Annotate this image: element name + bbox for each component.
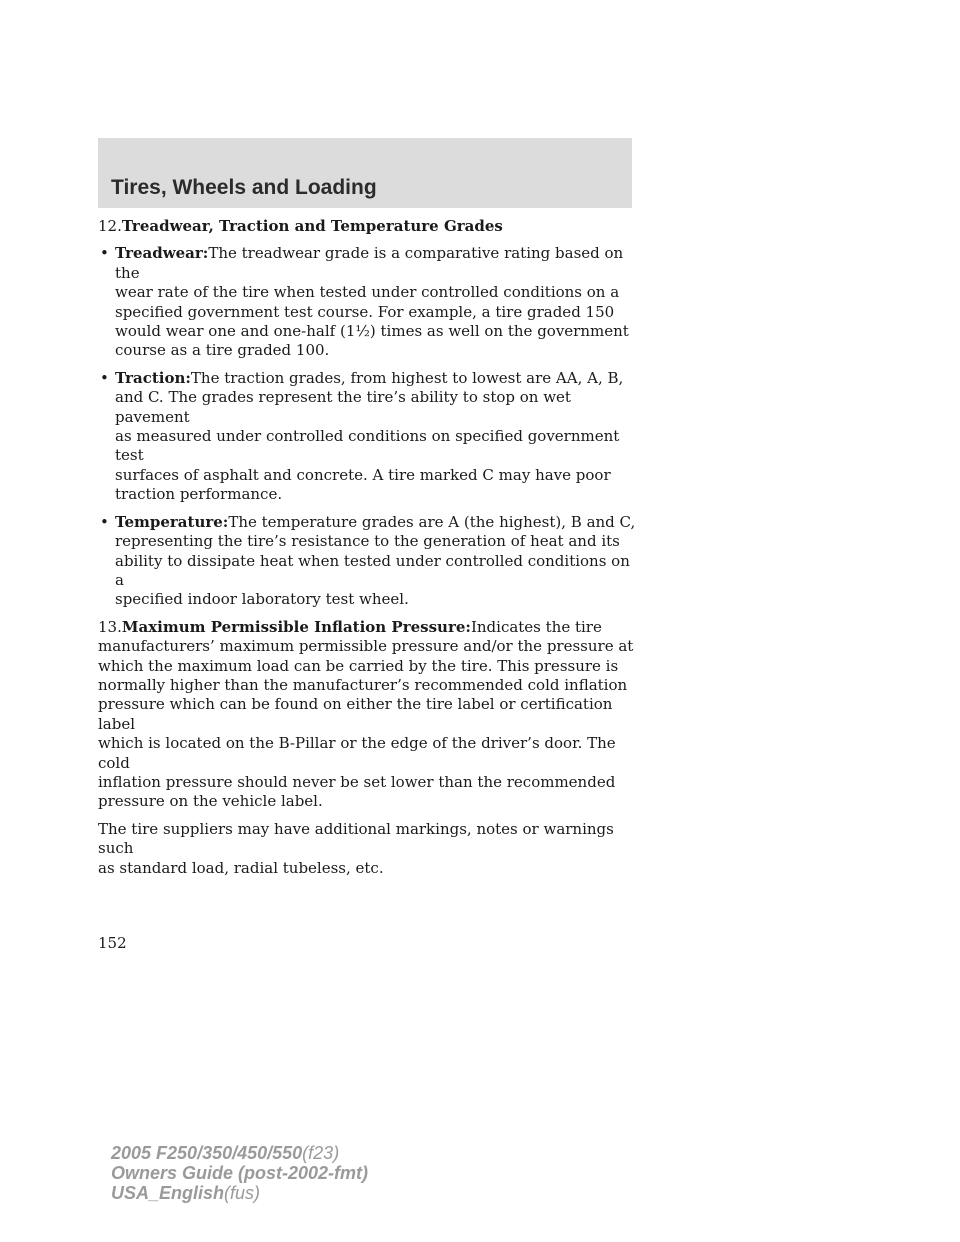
text-line: Indicates the tire [470,617,602,636]
text-line: as standard load, radial tubeless, etc. [98,858,384,877]
bullet-dot: • [100,512,109,531]
bullet-label: Traction: [115,368,191,387]
text-line: wear rate of the tire when tested under controlled conditions on a [115,283,620,302]
text-line: and C. The grades represent the tire’s ability to stop on wet pavement [115,388,571,426]
footer-line-model [111,1143,368,1163]
item-number: 13. [98,617,122,636]
text-line: specified indoor laboratory test wheel. [115,590,409,609]
text-line: as measured under controlled conditions on specified government test [115,427,620,465]
item-13-paragraph [98,618,638,812]
footer-model: 2005 F250/350/450/550 [111,1143,303,1163]
text-line: which is located on the B-Pillar or the edge of the driver’s door. The cold [98,734,616,772]
bullet-dot: • [100,368,109,387]
text-line: traction performance. [115,485,283,504]
text-line: The temperature grades are A (the highest), B and C, [228,512,636,531]
footer-language: USA_English [111,1183,225,1203]
bullet-treadwear [98,244,638,360]
text-line: representing the tire’s resistance to the generation of heat and its [115,532,620,551]
section-title: Tires, Wheels and Loading [111,176,377,199]
bullet-traction [98,369,638,505]
text-line: The traction grades, from highest to lowest are AA, A, B, [190,368,624,387]
bullet-temperature [98,513,638,610]
text-line: course as a tire graded 100. [115,341,330,360]
footer-line-language [111,1183,368,1203]
text-line: pressure which can be found on either the tire label or certification label [98,695,613,733]
item-12-heading [98,217,638,236]
item-heading: Maximum Permissible Inflation Pressure: [121,617,471,636]
footer-line-guide [111,1163,368,1183]
bullet-label: Temperature: [115,512,229,531]
text-line: normally higher than the manufacturer’s recommended cold inflation [98,675,628,694]
footer-guide: Owners Guide (post-2002-fmt) [111,1163,369,1183]
closing-paragraph [98,820,638,878]
text-line: would wear one and one-half (1½) times as well on the government [115,322,629,341]
item-heading: Treadwear, Traction and Temperature Grades [121,217,503,235]
text-line: The treadwear grade is a comparative rating based on the [115,244,624,282]
text-line: inflation pressure should never be set lower than the recommended [98,772,616,791]
item-number: 12. [98,217,122,235]
document-footer [111,1143,368,1203]
bullet-label: Treadwear: [115,244,209,263]
text-line: ability to dissipate heat when tested under controlled conditions on a [115,551,630,589]
bullet-dot: • [100,244,109,263]
text-line: manufacturers’ maximum permissible pressure and/or the pressure at [98,637,634,656]
footer-model-code: (f23) [302,1143,340,1163]
text-line: which the maximum load can be carried by the tire. This pressure is [98,656,619,675]
text-line: pressure on the vehicle label. [98,792,323,811]
footer-language-code: (fus) [224,1183,261,1203]
text-line: specified government test course. For example, a tire graded 150 [115,302,615,321]
page-body [98,217,638,886]
page-number: 152 [98,934,127,952]
text-line: surfaces of asphalt and concrete. A tire marked C may have poor [115,465,611,484]
text-line: The tire suppliers may have additional markings, notes or warnings such [98,819,614,858]
